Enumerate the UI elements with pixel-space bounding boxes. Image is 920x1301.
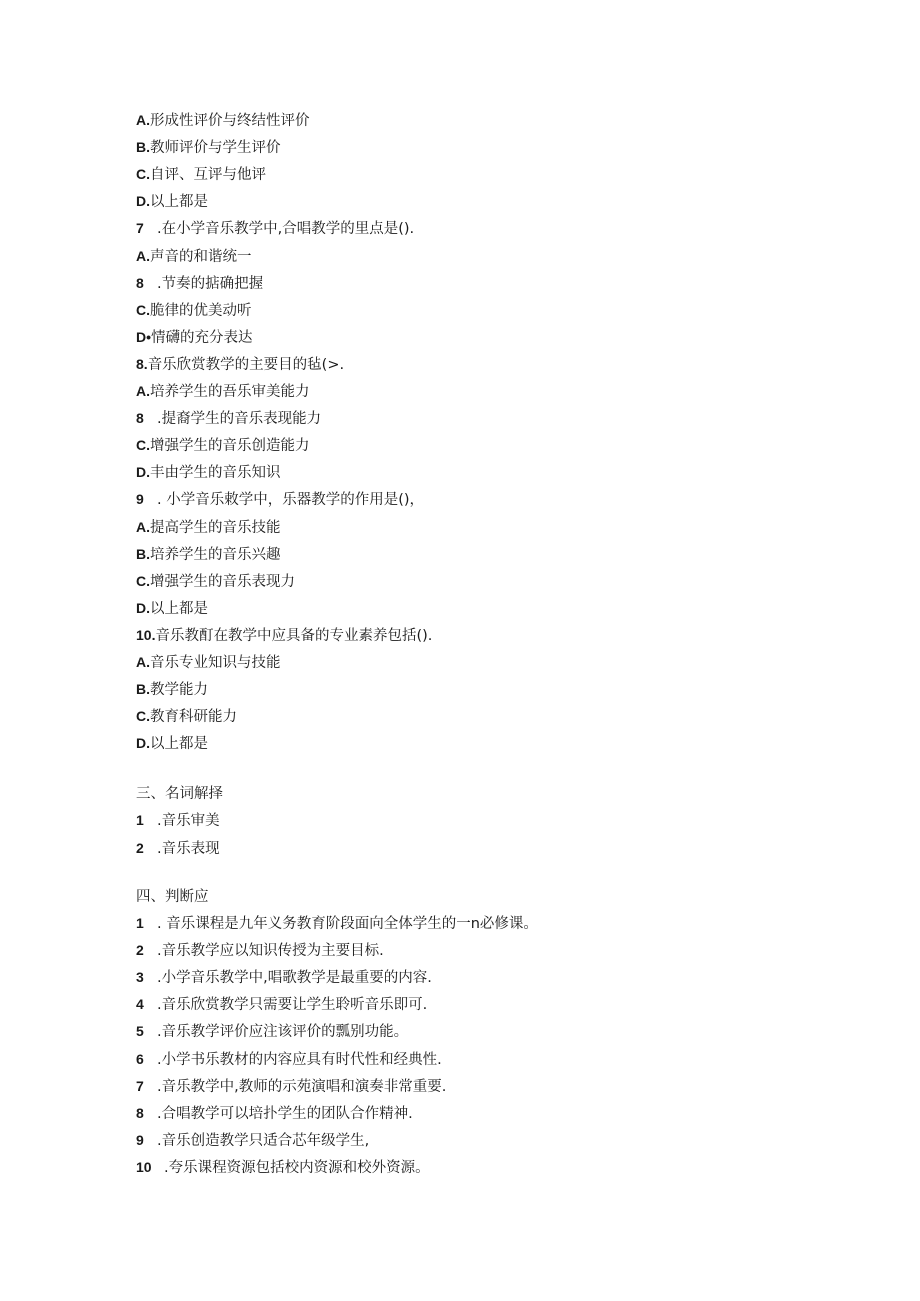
question-line (136, 298, 252, 322)
judgement-item (136, 1155, 430, 1179)
item-number: 5 (136, 1023, 144, 1039)
question-line (136, 650, 281, 674)
question-line (136, 731, 208, 755)
line-text: .音乐欣赏教学只需要让学生聆听音乐即可. (157, 997, 428, 1013)
question-line (136, 542, 281, 566)
item-number: 1 (136, 915, 144, 931)
question-line (136, 487, 424, 511)
item-number: 7 (136, 1078, 144, 1094)
question-line (136, 271, 263, 295)
question-line (136, 433, 310, 457)
judgement-item (136, 1101, 413, 1125)
question-line (136, 460, 281, 484)
item-number: 2 (136, 942, 144, 958)
line-text: 教师评价与学生评价 (150, 140, 281, 156)
option-letter: D. (136, 600, 150, 616)
question-line (136, 352, 344, 376)
option-letter: C. (136, 302, 150, 318)
line-text: 形成性评价与终结性评价 (150, 113, 310, 129)
line-text: 教学能力 (150, 682, 208, 698)
line-text: 增强学生的音乐创造能力 (150, 438, 310, 454)
term-item (136, 836, 220, 860)
judgement-item (136, 1128, 369, 1152)
line-text: .音乐表现 (157, 841, 220, 857)
option-letter: A. (136, 519, 150, 535)
judgement-item (136, 1074, 446, 1098)
line-text: .合唱教学可以培扑学生的团队合作精神. (157, 1106, 413, 1122)
question-line (136, 244, 252, 268)
line-text: 培养学生的音乐兴趣 (150, 547, 281, 563)
question-line (136, 379, 310, 403)
item-number: 9 (136, 491, 144, 507)
option-letter: B. (136, 139, 150, 155)
section-heading: 四、判断应 (136, 889, 209, 905)
option-letter: A. (136, 248, 150, 264)
question-line (136, 596, 208, 620)
line-text: 声音的和谐统一 (150, 249, 252, 265)
judgement-item (136, 1047, 442, 1071)
question-line (136, 677, 208, 701)
judgement-item (136, 911, 538, 935)
judgement-item (136, 965, 432, 989)
option-letter: A. (136, 112, 150, 128)
item-number: 9 (136, 1132, 144, 1148)
line-text: 培养学生的吾乐审美能力 (150, 384, 310, 400)
option-letter: 10. (136, 627, 156, 643)
option-letter: B. (136, 681, 150, 697)
question-line (136, 216, 414, 240)
question-line (136, 189, 208, 213)
question-line (136, 108, 310, 132)
line-text: .音乐教学中,教师的示苑演唱和演奏非常重要. (157, 1079, 447, 1095)
line-text: .小学书乐教材的内容应具有时代性和经典性. (157, 1052, 442, 1068)
line-text: 音乐专业知识与技能 (150, 655, 281, 671)
option-letter: D• (136, 329, 152, 345)
item-number: 2 (136, 840, 144, 856)
question-line (136, 325, 253, 349)
line-text: .夸乐课程资源包括校内资源和校外资源。 (164, 1160, 430, 1176)
option-letter: D. (136, 735, 150, 751)
item-number: 10 (136, 1159, 152, 1175)
line-text: .音乐审美 (157, 813, 220, 829)
line-text: 以上都是 (150, 601, 208, 617)
question-line (136, 704, 237, 728)
line-text: 丰由学生的音乐知识 (150, 465, 281, 481)
line-text: 自评、互评与他评 (150, 167, 266, 183)
item-number: 1 (136, 812, 144, 828)
line-text: 教育科研能力 (150, 709, 237, 725)
option-letter: 8. (136, 356, 148, 372)
line-text: . 音乐课程是九年义务教育阶段面向全体学生的一n必修课。 (157, 916, 538, 932)
line-text: 增强学生的音乐表现力 (150, 574, 295, 590)
line-text: 提高学生的音乐技能 (150, 520, 281, 536)
question-line (136, 515, 281, 539)
option-letter: A. (136, 383, 150, 399)
line-text: 情礴的充分表达 (151, 330, 253, 346)
line-text: .小学音乐教学中,唱歌教学是最重要的内容. (157, 970, 432, 986)
line-text: 以上都是 (150, 736, 208, 752)
question-line (136, 162, 266, 186)
item-number: 8 (136, 1105, 144, 1121)
question-line (136, 135, 281, 159)
item-number: 6 (136, 1051, 144, 1067)
option-letter: C. (136, 166, 150, 182)
option-letter: D. (136, 464, 150, 480)
section-heading: 三、名词解择 (136, 786, 223, 802)
item-number: 4 (136, 996, 144, 1012)
line-text: .提裔学生的音乐表现能力 (157, 411, 322, 427)
judgement-item (136, 938, 384, 962)
line-text: 以上都是 (150, 194, 208, 210)
judgement-item (136, 1019, 408, 1043)
option-letter: A. (136, 654, 150, 670)
line-text: .音乐教学应以知识传授为主要目标. (157, 943, 384, 959)
line-text: 音乐教酊在教学中应具备的专业素养包括(). (155, 628, 433, 644)
line-text: 音乐欣赏教学的主要目的毡(>. (147, 357, 345, 373)
item-number: 8 (136, 410, 144, 426)
line-text: .音乐教学评价应注该评价的瓢别功能。 (157, 1024, 409, 1040)
line-text: .节奏的掂确把握 (157, 276, 264, 292)
line-text: . 小学音乐敕学中，乐器教学的作用是()， (157, 492, 425, 508)
option-letter: B. (136, 546, 150, 562)
line-text: .在小学音乐教学中,合唱教学的里点是(). (157, 221, 415, 237)
option-letter: C. (136, 708, 150, 724)
question-line (136, 406, 321, 430)
term-item (136, 808, 220, 832)
item-number: 7 (136, 220, 144, 236)
line-text: .音乐创造教学只适合芯年级学生, (157, 1133, 370, 1149)
item-number: 8 (136, 275, 144, 291)
option-letter: D. (136, 193, 150, 209)
option-letter: C. (136, 573, 150, 589)
item-number: 3 (136, 969, 144, 985)
question-line (136, 623, 432, 647)
option-letter: C. (136, 437, 150, 453)
judgement-item (136, 992, 427, 1016)
line-text: 脆律的优美动听 (150, 303, 252, 319)
question-line (136, 569, 295, 593)
